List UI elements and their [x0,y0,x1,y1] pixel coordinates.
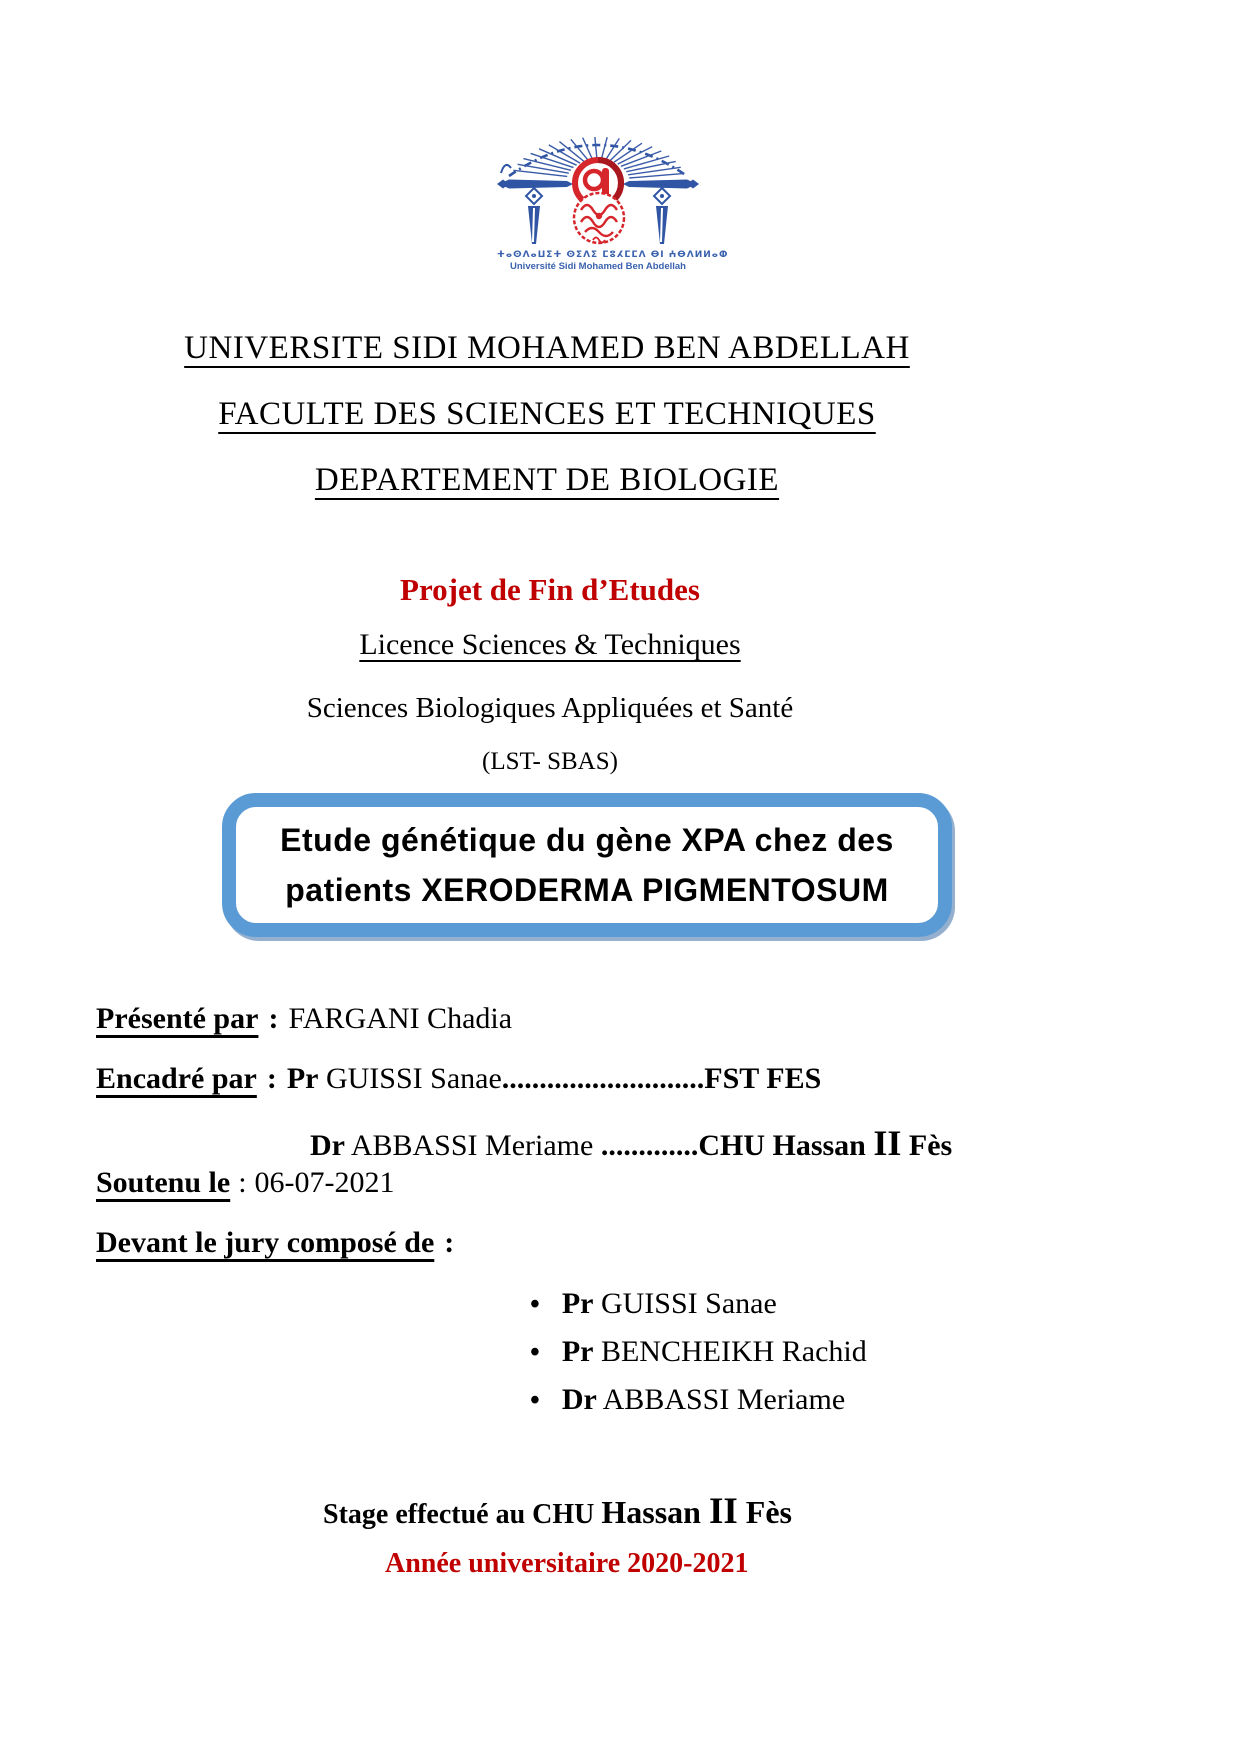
jury-member-name: BENCHEIKH Rachid [593,1335,867,1368]
jury-member [530,1280,867,1328]
university-name: UNIVERSITE SIDI MOHAMED BEN ABDELLAH [184,330,910,366]
jury-heading-line [96,1226,464,1260]
supervised-by-label: Encadré par [96,1062,257,1095]
jury-member-title: Pr [561,1287,594,1320]
jury-member-title: Dr [561,1383,597,1416]
department-name: DEPARTEMENT DE BIOLOGIE [314,462,780,498]
bullet-icon: • [530,1337,540,1368]
supervised-colon: : [266,1062,277,1095]
defense-date: 06-07-2021 [254,1166,395,1199]
presented-by-label: Présenté par [96,1002,259,1035]
jury-member-name: ABBASSI Meriame [596,1383,846,1416]
supervisor1-dots: ........................... [501,1062,705,1095]
faculty-name: FACULTE DES SCIENCES ET TECHNIQUES [218,396,876,432]
defense-colon: : [238,1166,247,1199]
university-logo [497,126,729,272]
defense-date-label: Soutenu le [96,1166,231,1199]
defense-date-line [96,1166,395,1200]
supervisor2-dots: ............. [600,1129,699,1162]
thesis-title-line2: patients XERODERMA PIGMENTOSUM [285,872,889,908]
jury-member [530,1376,867,1424]
supervisor2-affiliation-a: CHU Hassan [698,1129,874,1162]
degree-abbreviation: (LST- SBAS) [482,748,618,775]
logo-tifinagh-caption: ⵜⴰⵙⴷⴰⵡⵉⵜ ⵙⵉⴷⵉ ⵎⵓⵃⵎⵎⴷ ⴱⵏ ⵄⴱⴷⵍⵍⴰⵀ [497,250,729,260]
jury-list [530,1280,867,1424]
supervisor1-affiliation: FST FES [704,1062,822,1095]
bullet-icon: • [530,1385,540,1416]
jury-colon: : [444,1226,455,1259]
thesis-title-box [222,793,952,937]
internship-location-city: Fès [737,1494,792,1530]
project-type: Projet de Fin d’Etudes [400,572,700,607]
supervisor2-affiliation-roman: II [873,1123,902,1163]
internship-location-line [323,1490,792,1533]
presented-colon: : [268,1002,279,1035]
supervisor2-title: Dr [310,1129,345,1162]
jury-member-title: Pr [561,1335,594,1368]
supervisor2-name: ABBASSI Meriame [344,1129,601,1162]
student-name: FARGANI Chadia [288,1002,513,1035]
supervised-by-line [96,1062,821,1096]
degree-name: Licence Sciences & Techniques [359,628,741,661]
presented-by-line [96,1002,512,1036]
university-logo-graphic [497,126,699,248]
jury-member-name: GUISSI Sanae [593,1287,777,1320]
jury-member [530,1328,867,1376]
supervisor2-affiliation-b: Fès [901,1129,953,1162]
supervisor1-name: GUISSI Sanae [318,1062,502,1095]
field-name: Sciences Biologiques Appliquées et Santé [306,692,794,724]
internship-location-hospital: Hassan [601,1494,709,1530]
internship-location-roman: II [708,1491,738,1532]
supervisor1-title: Pr [286,1062,319,1095]
bullet-icon: • [530,1289,540,1320]
jury-heading-label: Devant le jury composé de [96,1226,435,1259]
academic-year-line: Année universitaire 2020-2021 [385,1548,749,1579]
thesis-title-line1: Etude génétique du gène XPA chez des [280,822,894,858]
logo-caption: Université Sidi Mohamed Ben Abdellah [510,261,686,272]
supervisor2-line [310,1122,952,1164]
internship-location-pre: Stage effectué au CHU [323,1499,602,1530]
